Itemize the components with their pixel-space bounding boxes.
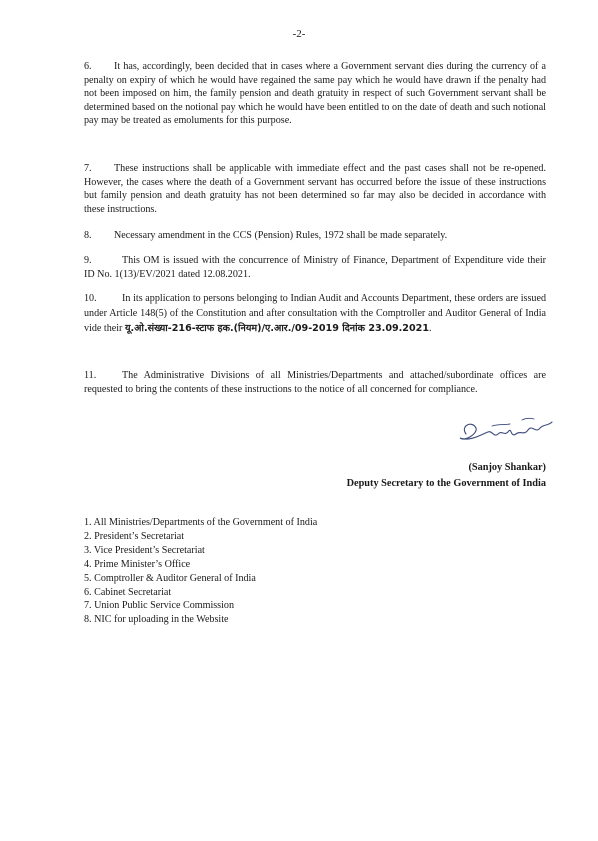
paragraph-11 bbox=[84, 369, 546, 396]
list-item: 6. Cabinet Secretariat bbox=[84, 586, 172, 598]
handwritten-signature bbox=[452, 412, 562, 452]
paragraph-text: Necessary amendment in the CCS (Pension) Rules, 1972 shall be made separately. bbox=[114, 230, 448, 241]
paragraph-9 bbox=[84, 254, 546, 281]
list-item: 1. All Ministries/Departments of the Government of India bbox=[84, 517, 318, 528]
paragraph-number: 9. bbox=[84, 255, 92, 266]
paragraph-number: 7. bbox=[84, 163, 92, 174]
list-item: 5. Comptroller & Auditor General of India bbox=[84, 572, 256, 584]
paragraph-text: These instructions shall be applicable with immediate effect and the past cases shall not be re-opened. However, the cases where the death of a Government servant has occurred before the issue of these instructions but family pension and death gratuity has not been determined so far may also be decided in accordance with these instructions. bbox=[84, 163, 546, 215]
paragraph-tail: . bbox=[429, 323, 432, 334]
paragraph-number: 8. bbox=[84, 230, 92, 241]
signatory-title: Deputy Secretary to the Government of India bbox=[346, 478, 546, 489]
paragraph-text: In its application to persons belonging to Indian Audit and Accounts Department, these orders are issued under Article 148(5) of the Constitution and after consultation with the Comptroller and Auditor General of India vide their bbox=[84, 293, 546, 334]
paragraph-6 bbox=[84, 60, 546, 128]
paragraph-text: The Administrative Divisions of all Ministries/Departments and attached/subordinate offices are requested to bring the contents of these instructions to the notice of all concerned for compliance. bbox=[84, 370, 546, 395]
hindi-reference-number: यू.ओ.संख्या-216-स्टाफ हक.(नियम)/ए.आर./09-2019 दिनांक 23.09.2021 bbox=[124, 323, 430, 334]
list-item: 4. Prime Minister’s Office bbox=[84, 558, 191, 570]
paragraph-8 bbox=[84, 229, 546, 243]
paragraph-number: 6. bbox=[84, 61, 92, 72]
paragraph-text: This OM is issued with the concurrence of Ministry of Finance, Department of Expenditure vide their ID No. 1(13)/EV/2021 dated 12.08.2021. bbox=[84, 255, 546, 280]
list-item: 7. Union Public Service Commission bbox=[84, 600, 235, 612]
paragraph-7 bbox=[84, 162, 546, 216]
list-item: 2. President’s Secretariat bbox=[84, 530, 185, 542]
distribution-list bbox=[84, 516, 317, 627]
paragraph-text: It has, accordingly, been decided that in cases where a Government servant dies during the currency of a penalty on expiry of which he would have regained the same pay which he would have drawn if the penalty had not been imposed on him, the family pension and death gratuity in respect of such Government servant shall be determined based on the notional pay which he would have been entitled to on the date of death and such notional pay may be treated as emoluments for this purpose. bbox=[84, 61, 546, 127]
page-number: -2- bbox=[292, 28, 306, 40]
paragraph-10 bbox=[84, 291, 546, 336]
list-item: 3. Vice President’s Secretariat bbox=[84, 544, 205, 556]
paragraph-number: 11. bbox=[84, 370, 97, 381]
paragraph-number: 10. bbox=[84, 293, 97, 304]
signatory-name: (Sanjoy Shankar) bbox=[468, 462, 546, 473]
list-item: 8. NIC for uploading in the Website bbox=[84, 614, 229, 626]
